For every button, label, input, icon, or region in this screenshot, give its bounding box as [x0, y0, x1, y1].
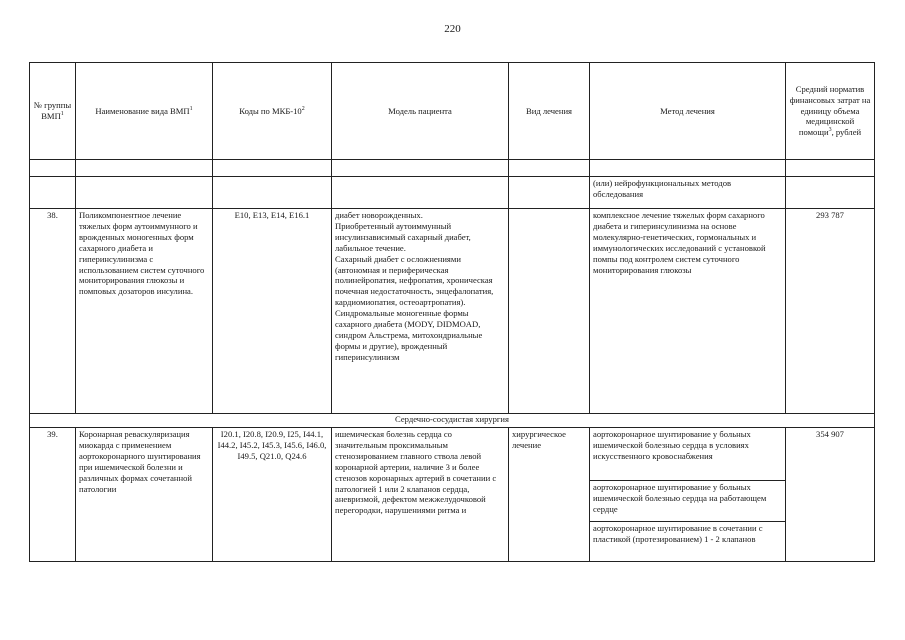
table-header-row [30, 63, 875, 160]
table-row-continuation [30, 177, 875, 209]
table-row-39 [30, 428, 875, 481]
cell-method: комплексное лечение тяжелых форм сахарного диабета и гиперинсулинизма на основе молекулярно-генетических, гормональных и иммунологических исследований с установкой помпы под контролем систем суточного мониторирования глюкозы [590, 209, 786, 414]
cell-method: (или) нейрофункциональных методов обследования [590, 177, 786, 209]
cell-method: аортокоронарное шунтирование в сочетании с пластикой (протезированием) 1 - 2 клапанов [590, 522, 786, 562]
cell-patient-model: ишемическая болезнь сердца со значительным проксимальным стенозированием главного ствола левой коронарной артерии, наличие 3 и более стенозов коронарных артерий в сочетании с патологией 1 или 2 клапанов сердца, аневризмой, дефектом межжелудочковой перегородки, нарушениями ритма и [332, 428, 509, 562]
header-patient-model: Модель пациента [332, 63, 509, 160]
header-group-number: № группы ВМП$^1$ [30, 63, 76, 160]
cell-vmp-name: Коронарная реваскуляризация миокарда с применением аортокоронарного шунтирования при ишемической болезни и различных формах сочетанной патологии [76, 428, 213, 562]
cell-treatment-type: хирургическое лечение [509, 428, 590, 562]
cell-icd-codes: I20.1, I20.8, I20.9, I25, I44.1, I44.2, I45.2, I45.3, I45.6, I46.0, I49.5, Q21.0, Q24.6 [213, 428, 332, 562]
cell-cost: 293 787 [786, 209, 875, 414]
cell-method: аортокоронарное шунтирование у больных ишемической болезнью сердца в условиях искусственного кровоснабжения [590, 428, 786, 481]
cell-vmp-name: Поликомпонентное лечение тяжелых форм аутоиммунного и врожденных моногенных форм сахарного диабета и гиперинсулинизма с использованием систем суточного мониторирования глюкозы и помповых дозаторов инсулина. [76, 209, 213, 414]
section-row [30, 414, 875, 428]
cell-cost: 354 907 [786, 428, 875, 562]
header-treatment-method: Метод лечения [590, 63, 786, 160]
header-treatment-type: Вид лечения [509, 63, 590, 160]
header-icd-codes: Коды по МКБ-$10^2$ [213, 63, 332, 160]
cell-group-number: 39. [30, 428, 76, 562]
cell-patient-model: диабет новорожденных. Приобретенный аутоиммунный инсулинзависимый сахарный диабет, лабильное течение. Сахарный диабет с осложнениями (автономная и периферическая полинейропатия, нефропатия, хроническая почечная недостаточность, энцефалопатия, кардиомиопатия, остеоартропатия). Синдромальные моногенные формы сахарного диабета (MODY, DIDMOAD, синдром Альстрема, митохондриальные формы и другие), врожденный гиперинсулинизм [332, 209, 509, 414]
header-vmp-name: Наименование вида ВМП$^1$ [76, 63, 213, 160]
table-empty-row [30, 160, 875, 177]
header-cost: Средний норматив финансовых затрат на единицу объема медицинской помощи$^3$, рублей [786, 63, 875, 160]
cell-icd-codes: E10, E13, E14, E16.1 [213, 209, 332, 414]
section-title: Сердечно-сосудистая хирургия [30, 414, 875, 428]
cell-group-number: 38. [30, 209, 76, 414]
page-number: 220 [444, 23, 461, 35]
table-row-38 [30, 209, 875, 414]
cell-treatment-type [509, 209, 590, 414]
cell-method: аортокоронарное шунтирование у больных ишемической болезнью сердца на работающем сердце [590, 481, 786, 522]
vmp-table [29, 62, 875, 562]
